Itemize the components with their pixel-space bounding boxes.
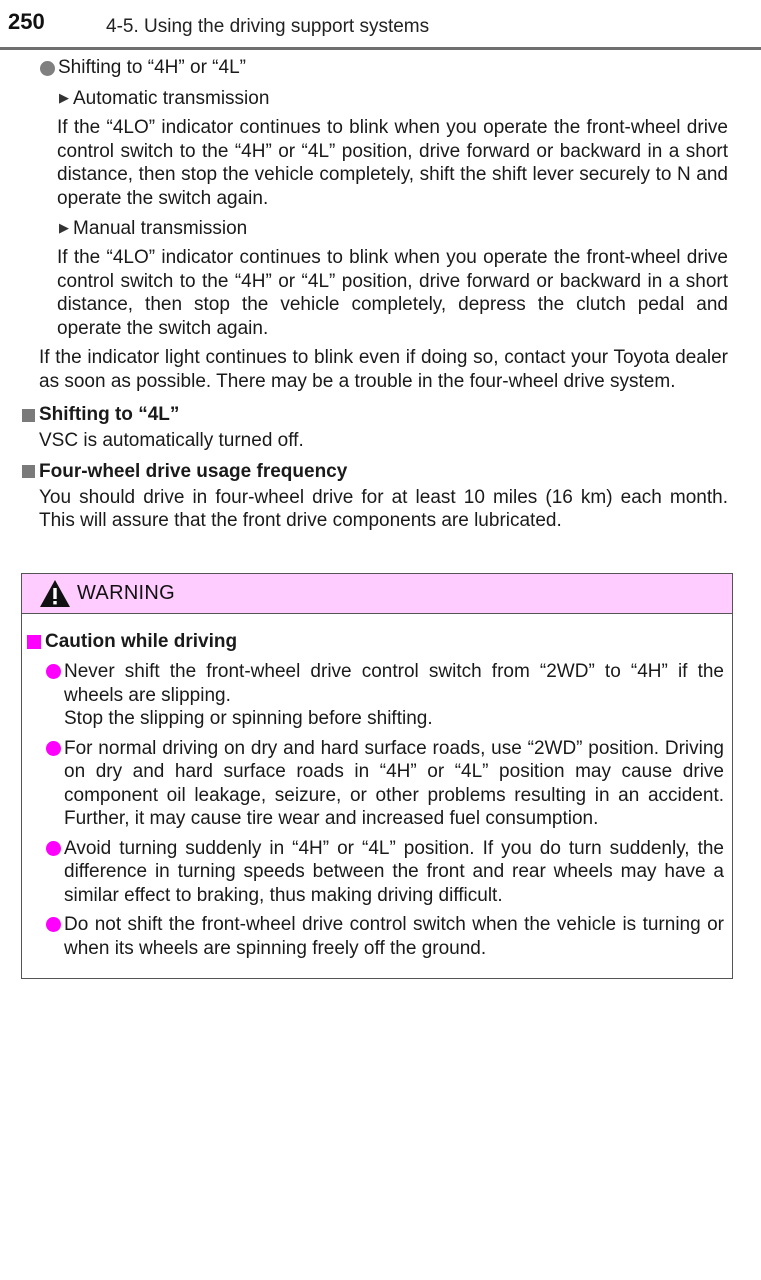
heading-text: Shifting to “4H” or “4L”	[58, 57, 246, 78]
shifting-4h-4l-heading	[40, 56, 761, 86]
automatic-transmission-text: If the “4LO” indicator continues to blink when you operate the front-wheel drive control switch to the “4H” or “4L” position, drive forward or backward in a short distance, then stop the vehicle completely, shift the shift lever securely to N and operate the switch again.	[57, 117, 728, 209]
vsc-text: VSC is automatically turned off.	[39, 430, 304, 451]
indicator-note: If the indicator light continues to blink even if doing so, contact your Toyota dealer as soon as possible. There may be a trouble in the four-wheel drive system.	[39, 347, 728, 392]
heading-text: Caution while driving	[45, 631, 238, 652]
shifting-4l-heading	[22, 401, 761, 429]
triangle-right-icon: ▶	[59, 90, 69, 105]
warning-item	[46, 660, 724, 731]
heading-text: Shifting to “4L”	[39, 404, 180, 425]
warning-label: WARNING	[77, 582, 176, 604]
usage-frequency-text: You should drive in four-wheel drive for at least 10 miles (16 km) each month. This will assure that the front drive components are lubricated.	[39, 486, 728, 531]
warning-item	[46, 913, 724, 960]
warning-item	[46, 837, 724, 908]
gray-square-icon	[22, 465, 35, 478]
magenta-bullet-icon	[46, 917, 61, 932]
triangle-right-icon: ▶	[59, 220, 69, 235]
main-content	[0, 56, 761, 533]
usage-frequency-heading	[22, 458, 761, 486]
automatic-transmission-heading	[59, 86, 761, 116]
page-header	[0, 0, 761, 50]
warning-header	[22, 574, 732, 614]
warning-item	[46, 737, 724, 831]
magenta-bullet-icon	[46, 664, 61, 679]
magenta-bullet-icon	[46, 741, 61, 756]
warning-item-text: Do not shift the front-wheel drive control switch when the vehicle is turning or when its wheels are spinning freely off the ground.	[64, 914, 724, 959]
heading-text: Four-wheel drive usage frequency	[39, 460, 348, 482]
warning-item-text: For normal driving on dry and hard surface roads, use “2WD” position. Driving on dry and hard surface roads in “4H” or “4L” position may cause drive component oil leakage, seizure, or other problems resulting in an accident. Further, it may cause tire wear and increased fuel consumption.	[64, 737, 724, 829]
warning-box	[21, 573, 733, 979]
page-number: 250	[8, 9, 45, 34]
warning-triangle-icon	[39, 579, 71, 608]
magenta-square-icon	[27, 635, 41, 649]
caution-heading	[27, 630, 732, 654]
manual-transmission-heading	[59, 216, 761, 246]
warning-item-text: Never shift the front-wheel drive control switch from “2WD” to “4H” if the wheels are slipping.	[64, 661, 724, 706]
warning-item-text-2: Stop the slipping or spinning before shifting.	[64, 708, 433, 729]
gray-bullet-icon	[40, 61, 55, 76]
warning-item-text: Avoid turning suddenly in “4H” or “4L” position. If you do turn suddenly, the difference in turning speeds between the front and rear wheels may have a similar effect to braking, thus making driving difficult.	[64, 837, 724, 906]
gray-square-icon	[22, 409, 35, 422]
sub-heading-text: Manual transmission	[73, 218, 248, 239]
section-title: 4-5. Using the driving support systems	[106, 16, 430, 37]
sub-heading-text: Automatic transmission	[73, 88, 270, 109]
manual-transmission-text: If the “4LO” indicator continues to blink when you operate the front-wheel drive control switch to the “4H” or “4L” position, drive forward or backward in a short distance, then stop the vehicle completely, depress the clutch pedal and operate the switch again.	[57, 247, 728, 339]
magenta-bullet-icon	[46, 841, 61, 856]
